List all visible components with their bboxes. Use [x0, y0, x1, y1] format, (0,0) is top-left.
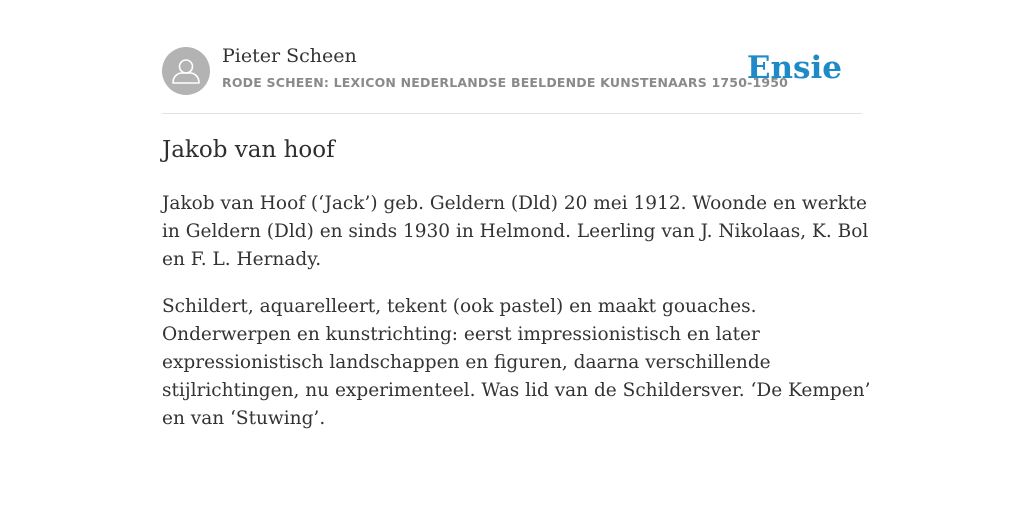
ensie-logo[interactable]: Ensie	[746, 50, 842, 86]
source-title[interactable]: RODE SCHEEN: LEXICON NEDERLANDSE BEELDENDE KUNSTENAARS 1750-1950	[222, 75, 789, 90]
article-header	[162, 44, 862, 114]
article-paragraph: Schildert, aquarelleert, tekent (ook pastel) en maakt gouaches. Onderwerpen en kunstrichting: eerst impressionistisch en later expressionistisch landschappen en figuren, daarna verschillende stijlrichtingen, nu experimenteel. Was lid van de Schildersver. ‘De Kempen’ en van ‘Stuwing’.	[162, 296, 871, 429]
article-body	[162, 190, 872, 452]
author-name[interactable]: Pieter Scheen	[222, 45, 357, 67]
article-paragraph: Jakob van Hoof (‘Jack’) geb. Geldern (Dld) 20 mei 1912. Woonde en werkte in Geldern (Dld) en sinds 1930 in Helmond. Leerling van J. Nikolaas, K. Bol en F. L. Hernady.	[162, 193, 869, 270]
page-title: Jakob van hoof	[162, 137, 335, 163]
avatar[interactable]	[162, 47, 210, 95]
user-icon	[162, 47, 210, 95]
